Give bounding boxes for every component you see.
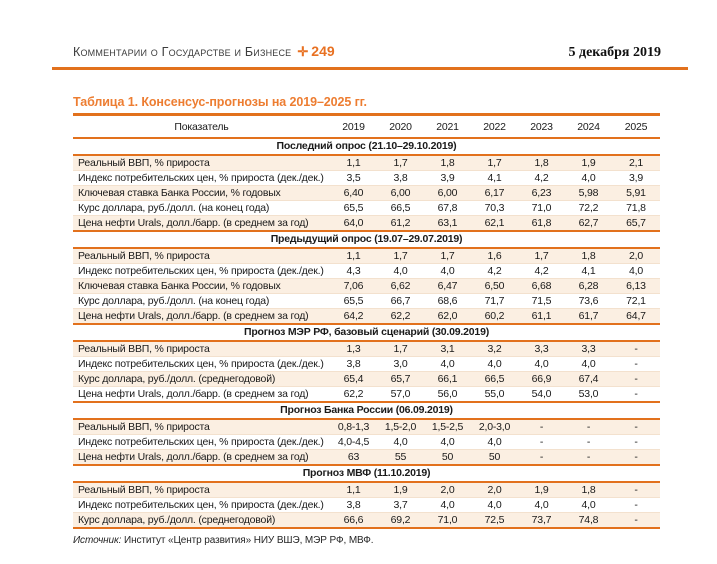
cell-value: 64,2 xyxy=(330,309,377,325)
cell-value: 74,8 xyxy=(565,513,612,529)
table-row xyxy=(73,450,660,466)
year-column-header: 2020 xyxy=(377,115,424,139)
document-date: 5 декабря 2019 xyxy=(568,45,661,60)
cell-value: 50 xyxy=(424,450,471,466)
cell-value: 55,0 xyxy=(471,387,518,403)
cell-value: - xyxy=(612,435,660,450)
cell-value: 3,3 xyxy=(565,341,612,357)
cell-value: 2,1 xyxy=(612,155,660,171)
table-row xyxy=(73,435,660,450)
cell-value: 6,23 xyxy=(518,186,565,201)
cell-value: 1,7 xyxy=(377,155,424,171)
cell-value: 61,7 xyxy=(565,309,612,325)
cell-value: 1,5-2,5 xyxy=(424,419,471,435)
table-body xyxy=(73,138,660,528)
section-title: Последний опрос (21.10–29.10.2019) xyxy=(73,138,660,155)
cell-value: 4,3 xyxy=(330,264,377,279)
cell-value: 4,2 xyxy=(471,264,518,279)
cell-value: 3,0 xyxy=(377,357,424,372)
table-row xyxy=(73,201,660,216)
document-header xyxy=(73,43,661,61)
row-label: Курс доллара, руб./долл. (на конец года) xyxy=(73,201,330,216)
row-label: Цена нефти Urals, долл./барр. (в среднем за год) xyxy=(73,450,330,466)
row-label: Индекс потребительских цен, % прироста (дек./дек.) xyxy=(73,357,330,372)
cell-value: 1,7 xyxy=(518,248,565,264)
table-row xyxy=(73,341,660,357)
cell-value: 4,0 xyxy=(471,498,518,513)
cell-value: 6,13 xyxy=(612,279,660,294)
cell-value: 1,7 xyxy=(377,341,424,357)
cell-value: 4,0 xyxy=(471,357,518,372)
cell-value: 3,1 xyxy=(424,341,471,357)
header-divider xyxy=(52,67,688,70)
cell-value: 66,1 xyxy=(424,372,471,387)
row-label: Индекс потребительских цен, % прироста (дек./дек.) xyxy=(73,171,330,186)
table-row xyxy=(73,279,660,294)
table-row xyxy=(73,387,660,403)
cell-value: 65,5 xyxy=(330,294,377,309)
cell-value: 3,5 xyxy=(330,171,377,186)
cell-value: 62,2 xyxy=(330,387,377,403)
cell-value: 4,0 xyxy=(612,264,660,279)
cell-value: 73,6 xyxy=(565,294,612,309)
cell-value: 4,0 xyxy=(565,498,612,513)
table-title: Таблица 1. Консенсус-прогнозы на 2019–2025 гг. xyxy=(73,95,367,109)
cell-value: 53,0 xyxy=(565,387,612,403)
cell-value: 4,0 xyxy=(377,264,424,279)
journal-title-block xyxy=(73,43,335,60)
row-label: Ключевая ставка Банка России, % годовых xyxy=(73,279,330,294)
row-label: Курс доллара, руб./долл. (среднегодовой) xyxy=(73,372,330,387)
cell-value: 1,9 xyxy=(377,482,424,498)
cell-value: 72,1 xyxy=(612,294,660,309)
section-title: Прогноз МЭР РФ, базовый сценарий (30.09.2019) xyxy=(73,324,660,341)
cell-value: 1,7 xyxy=(471,155,518,171)
cell-value: 65,7 xyxy=(377,372,424,387)
cell-value: 6,00 xyxy=(424,186,471,201)
cell-value: 66,6 xyxy=(330,513,377,529)
source-text: Институт «Центр развития» НИУ ВШЭ, МЭР РФ, МВФ. xyxy=(121,535,374,546)
table-row xyxy=(73,513,660,529)
cell-value: 1,8 xyxy=(424,155,471,171)
table-row xyxy=(73,372,660,387)
cell-value: 64,0 xyxy=(330,216,377,232)
cell-value: - xyxy=(612,419,660,435)
cell-value: 57,0 xyxy=(377,387,424,403)
cell-value: 4,0 xyxy=(471,435,518,450)
table-head-row xyxy=(73,115,660,139)
cell-value: 68,6 xyxy=(424,294,471,309)
cell-value: 4,0 xyxy=(424,435,471,450)
cell-value: - xyxy=(612,450,660,466)
cell-value: 71,7 xyxy=(471,294,518,309)
cell-value: 72,2 xyxy=(565,201,612,216)
forecast-table xyxy=(73,113,660,529)
cell-value: 1,8 xyxy=(518,155,565,171)
row-label: Индекс потребительских цен, % прироста (дек./дек.) xyxy=(73,435,330,450)
cell-value: 6,28 xyxy=(565,279,612,294)
cell-value: - xyxy=(565,419,612,435)
cell-value: 73,7 xyxy=(518,513,565,529)
year-column-header: 2021 xyxy=(424,115,471,139)
cell-value: 61,8 xyxy=(518,216,565,232)
cell-value: 4,0 xyxy=(565,171,612,186)
cell-value: - xyxy=(612,357,660,372)
table-row xyxy=(73,186,660,201)
cell-value: 3,9 xyxy=(424,171,471,186)
issue-number: 249 xyxy=(311,43,335,59)
cell-value: 56,0 xyxy=(424,387,471,403)
cell-value: 6,68 xyxy=(518,279,565,294)
cell-value: 1,8 xyxy=(565,482,612,498)
row-label: Реальный ВВП, % прироста xyxy=(73,248,330,264)
cell-value: 1,1 xyxy=(330,155,377,171)
cell-value: 1,3 xyxy=(330,341,377,357)
cell-value: 71,5 xyxy=(518,294,565,309)
cell-value: 54,0 xyxy=(518,387,565,403)
cell-value: 4,0 xyxy=(424,357,471,372)
cell-value: 3,8 xyxy=(330,357,377,372)
cell-value: 66,5 xyxy=(377,201,424,216)
cell-value: - xyxy=(612,513,660,529)
cell-value: 4,0 xyxy=(424,498,471,513)
row-label: Цена нефти Urals, долл./барр. (в среднем за год) xyxy=(73,387,330,403)
cell-value: 65,7 xyxy=(612,216,660,232)
row-label: Цена нефти Urals, долл./барр. (в среднем за год) xyxy=(73,309,330,325)
section-header-row xyxy=(73,402,660,419)
table-row xyxy=(73,294,660,309)
section-header-row xyxy=(73,465,660,482)
cell-value: 61,1 xyxy=(518,309,565,325)
table-row xyxy=(73,309,660,325)
cell-value: 6,62 xyxy=(377,279,424,294)
cell-value: 61,2 xyxy=(377,216,424,232)
year-column-header: 2025 xyxy=(612,115,660,139)
table-row xyxy=(73,155,660,171)
cell-value: 3,7 xyxy=(377,498,424,513)
section-title: Прогноз МВФ (11.10.2019) xyxy=(73,465,660,482)
compass-cross-icon: ✛ xyxy=(297,44,309,59)
cell-value: 5,91 xyxy=(612,186,660,201)
cell-value: 4,0 xyxy=(518,498,565,513)
cell-value: 62,0 xyxy=(424,309,471,325)
table-row xyxy=(73,248,660,264)
row-label: Индекс потребительских цен, % прироста (дек./дек.) xyxy=(73,264,330,279)
cell-value: 62,7 xyxy=(565,216,612,232)
cell-value: 70,3 xyxy=(471,201,518,216)
cell-value: 4,1 xyxy=(471,171,518,186)
cell-value: 1,9 xyxy=(565,155,612,171)
cell-value: 67,8 xyxy=(424,201,471,216)
table-row xyxy=(73,216,660,232)
cell-value: 55 xyxy=(377,450,424,466)
cell-value: 65,4 xyxy=(330,372,377,387)
cell-value: - xyxy=(612,372,660,387)
cell-value: 7,06 xyxy=(330,279,377,294)
cell-value: 67,4 xyxy=(565,372,612,387)
row-label: Реальный ВВП, % прироста xyxy=(73,341,330,357)
cell-value: - xyxy=(518,450,565,466)
year-column-header: 2022 xyxy=(471,115,518,139)
cell-value: 60,2 xyxy=(471,309,518,325)
table-row xyxy=(73,482,660,498)
table-row xyxy=(73,171,660,186)
cell-value: 6,47 xyxy=(424,279,471,294)
section-title: Предыдущий опрос (19.07–29.07.2019) xyxy=(73,231,660,248)
cell-value: 4,2 xyxy=(518,171,565,186)
cell-value: 63 xyxy=(330,450,377,466)
cell-value: 3,3 xyxy=(518,341,565,357)
cell-value: 63,1 xyxy=(424,216,471,232)
section-header-row xyxy=(73,138,660,155)
cell-value: 3,2 xyxy=(471,341,518,357)
cell-value: - xyxy=(565,450,612,466)
indicator-column-header: Показатель xyxy=(73,115,330,139)
cell-value: 50 xyxy=(471,450,518,466)
journal-name: Комментарии о Государстве и Бизнесе xyxy=(73,45,292,59)
cell-value: 5,98 xyxy=(565,186,612,201)
source-note xyxy=(73,535,660,547)
cell-value: 4,0 xyxy=(377,435,424,450)
cell-value: 2,0 xyxy=(471,482,518,498)
row-label: Реальный ВВП, % прироста xyxy=(73,482,330,498)
cell-value: 4,0 xyxy=(565,357,612,372)
cell-value: 71,0 xyxy=(518,201,565,216)
cell-value: 6,17 xyxy=(471,186,518,201)
cell-value: 66,9 xyxy=(518,372,565,387)
cell-value: 66,7 xyxy=(377,294,424,309)
cell-value: 64,7 xyxy=(612,309,660,325)
cell-value: 65,5 xyxy=(330,201,377,216)
cell-value: 1,7 xyxy=(377,248,424,264)
section-title: Прогноз Банка России (06.09.2019) xyxy=(73,402,660,419)
cell-value: 2,0 xyxy=(612,248,660,264)
cell-value: 72,5 xyxy=(471,513,518,529)
cell-value: - xyxy=(612,498,660,513)
row-label: Курс доллара, руб./долл. (на конец года) xyxy=(73,294,330,309)
cell-value: 4,0 xyxy=(518,357,565,372)
cell-value: - xyxy=(612,482,660,498)
cell-value: 1,6 xyxy=(471,248,518,264)
cell-value: - xyxy=(518,419,565,435)
source-label: Источник: xyxy=(73,535,122,546)
cell-value: 6,00 xyxy=(377,186,424,201)
cell-value: 66,5 xyxy=(471,372,518,387)
cell-value: 6,50 xyxy=(471,279,518,294)
section-header-row xyxy=(73,231,660,248)
cell-value: 3,8 xyxy=(330,498,377,513)
cell-value: 0,8-1,3 xyxy=(330,419,377,435)
row-label: Ключевая ставка Банка России, % годовых xyxy=(73,186,330,201)
issue-number-block xyxy=(297,43,334,60)
row-label: Реальный ВВП, % прироста xyxy=(73,155,330,171)
table-row xyxy=(73,357,660,372)
cell-value: 62,2 xyxy=(377,309,424,325)
year-column-header: 2024 xyxy=(565,115,612,139)
cell-value: 3,8 xyxy=(377,171,424,186)
cell-value: - xyxy=(518,435,565,450)
cell-value: 2,0 xyxy=(424,482,471,498)
cell-value: 1,5-2,0 xyxy=(377,419,424,435)
cell-value: 71,0 xyxy=(424,513,471,529)
cell-value: - xyxy=(565,435,612,450)
cell-value: 1,7 xyxy=(424,248,471,264)
cell-value: 1,1 xyxy=(330,248,377,264)
cell-value: 2,0-3,0 xyxy=(471,419,518,435)
cell-value: 6,40 xyxy=(330,186,377,201)
cell-value: 71,8 xyxy=(612,201,660,216)
row-label: Курс доллара, руб./долл. (среднегодовой) xyxy=(73,513,330,529)
table-row xyxy=(73,498,660,513)
cell-value: 1,9 xyxy=(518,482,565,498)
cell-value: 4,0 xyxy=(424,264,471,279)
year-column-header: 2019 xyxy=(330,115,377,139)
table-row xyxy=(73,419,660,435)
content-area xyxy=(73,95,660,547)
cell-value: - xyxy=(612,341,660,357)
cell-value: 1,8 xyxy=(565,248,612,264)
cell-value: 62,1 xyxy=(471,216,518,232)
row-label: Индекс потребительских цен, % прироста (дек./дек.) xyxy=(73,498,330,513)
cell-value: 1,1 xyxy=(330,482,377,498)
cell-value: 3,9 xyxy=(612,171,660,186)
table-row xyxy=(73,264,660,279)
section-header-row xyxy=(73,324,660,341)
cell-value: 4,1 xyxy=(565,264,612,279)
cell-value: 4,0-4,5 xyxy=(330,435,377,450)
cell-value: 4,2 xyxy=(518,264,565,279)
cell-value: - xyxy=(612,387,660,403)
year-column-header: 2023 xyxy=(518,115,565,139)
cell-value: 69,2 xyxy=(377,513,424,529)
row-label: Реальный ВВП, % прироста xyxy=(73,419,330,435)
row-label: Цена нефти Urals, долл./барр. (в среднем за год) xyxy=(73,216,330,232)
